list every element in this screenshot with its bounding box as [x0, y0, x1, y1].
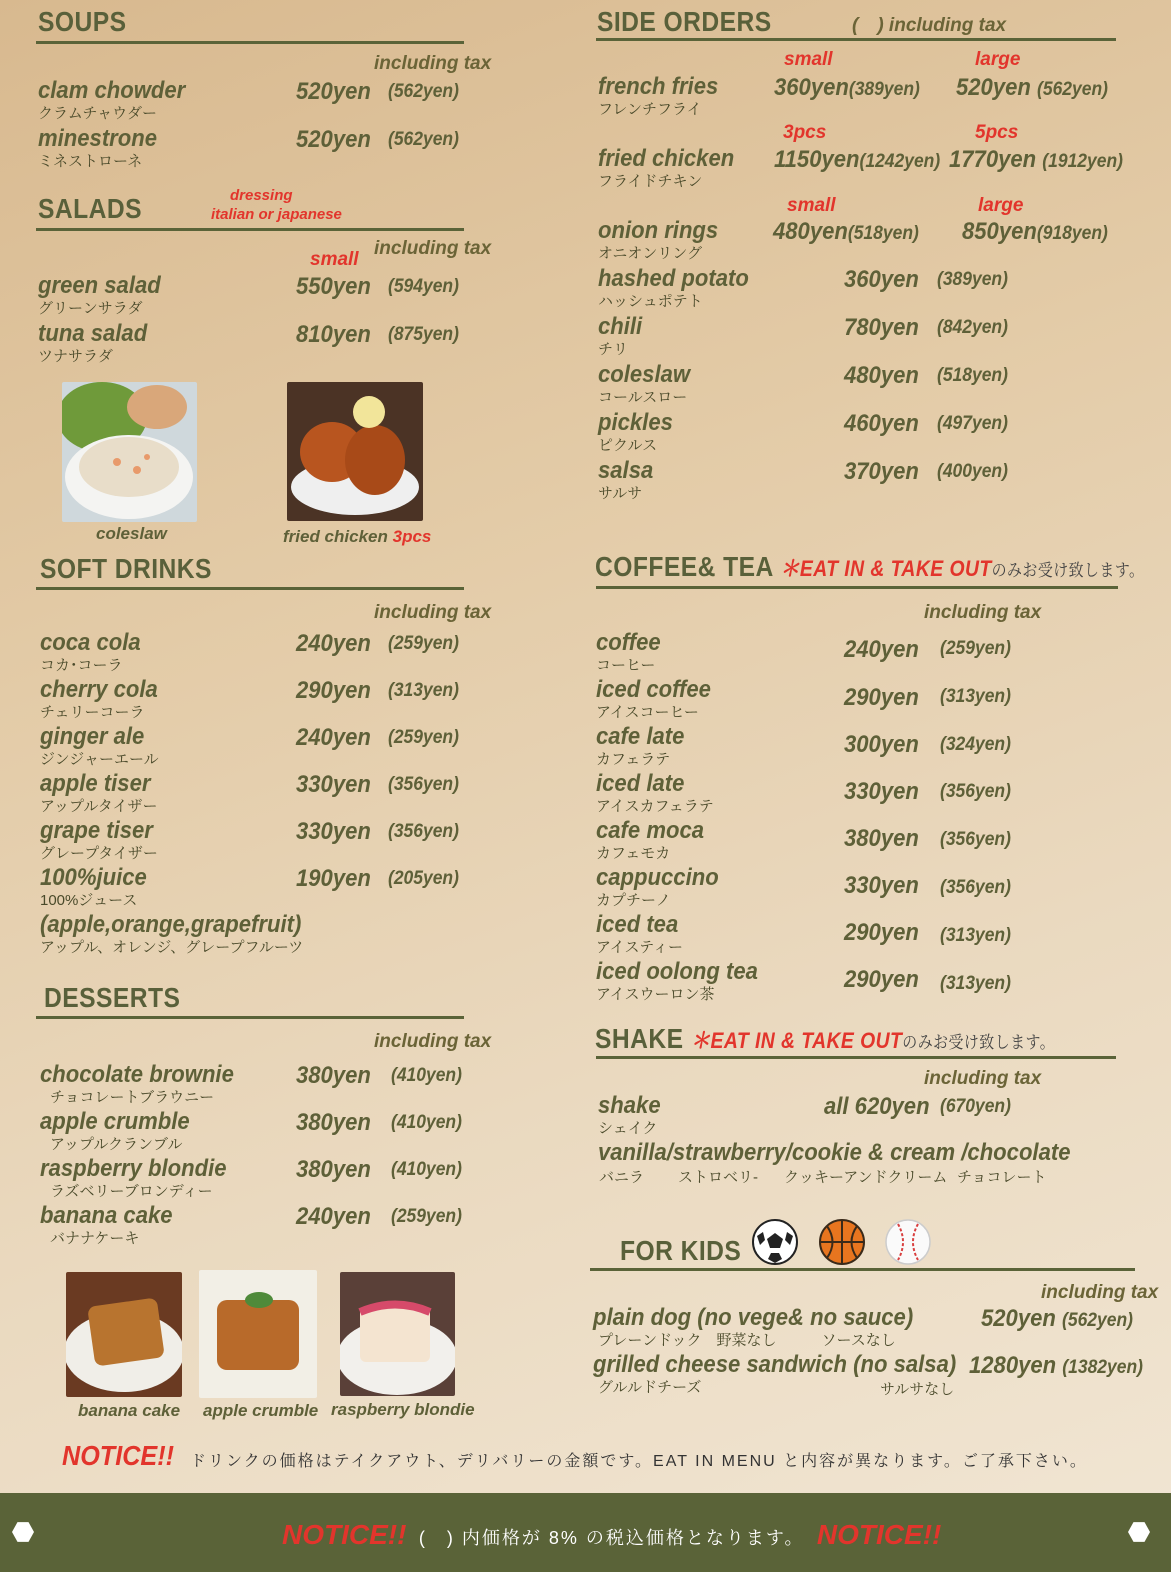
item-tax-price: (410yen)	[391, 1159, 462, 1180]
item-tax-price: (313yen)	[388, 680, 459, 701]
coffee-tea-rule	[596, 586, 1118, 589]
item-tax-price: (562yen)	[388, 81, 459, 102]
item-price: all 620yen	[824, 1093, 930, 1120]
coleslaw-photo	[62, 382, 197, 522]
menu-item: cherry cola チェリーコーラ	[40, 676, 158, 721]
kids-tax-header: including tax	[1041, 1282, 1159, 1303]
item-price: 290yen	[844, 966, 919, 993]
menu-item: coffee コーヒー	[596, 629, 661, 674]
notice-text: ドリンクの価格はテイクアウト、デリバリーの金額です。EAT IN MENU と内容が異なります。ご了承下さい。	[190, 1453, 1088, 1470]
item-price: 1280yen (1382yen)	[969, 1352, 1143, 1379]
item-tax-price: (389yen)	[937, 269, 1008, 290]
dressing-options: italian or japanese	[211, 206, 342, 223]
photo-caption: raspberry blondie	[331, 1400, 475, 1419]
side-orders-rule	[596, 38, 1116, 41]
item-price: 290yen	[844, 919, 919, 946]
menu-item: minestrone ミネストローネ	[38, 125, 158, 170]
salads-rule	[36, 228, 464, 231]
side-orders-paren-note: ( ) including tax	[852, 15, 1007, 36]
size-label: 3pcs	[783, 122, 827, 143]
menu-item: 100%juice 100%ジュース	[40, 864, 147, 909]
salads-tax-header: including tax	[374, 238, 492, 259]
item-price: 380yen	[296, 1062, 371, 1089]
soft-drinks-title: SOFT DRINKS	[40, 553, 212, 584]
shake-flavor-jp: クッキーアンドクリーム	[784, 1169, 948, 1186]
shake-rule	[596, 1056, 1116, 1059]
item-tax-price: (875yen)	[388, 324, 459, 345]
footer-notice-left: NOTICE!!	[282, 1519, 407, 1550]
baseball-icon	[884, 1218, 932, 1271]
item-tax-price: (356yen)	[388, 821, 459, 842]
item-price: 1770yen (1912yen)	[949, 146, 1123, 173]
item-tax-price: (259yen)	[388, 633, 459, 654]
notice-label: NOTICE!!	[62, 1440, 174, 1471]
item-tax-price: (313yen)	[940, 925, 1011, 946]
hexagon-icon	[1128, 1521, 1150, 1543]
item-price: 550yen	[296, 273, 371, 300]
menu-item: iced coffee アイスコーヒー	[596, 676, 711, 721]
menu-item: chocolate brownie チョコレートブラウニー	[40, 1061, 234, 1106]
juice-flavors: (apple,orange,grapefruit) アップル、オレンジ、グレープフルーツ	[40, 911, 304, 956]
footer-bar	[0, 1493, 1171, 1572]
item-price: 290yen	[296, 677, 371, 704]
kids-title: FOR KIDS	[620, 1235, 742, 1266]
item-price: 380yen	[296, 1156, 371, 1183]
item-tax-price: (562yen)	[388, 129, 459, 150]
menu-item: banana cake バナナケーキ	[40, 1202, 173, 1247]
desserts-rule	[36, 1016, 464, 1019]
menu-item: cafe moca カフェモカ	[596, 817, 705, 862]
item-price: 380yen	[296, 1109, 371, 1136]
soups-title: SOUPS	[38, 6, 127, 37]
item-price: 330yen	[844, 778, 919, 805]
item-price: 240yen	[296, 1203, 371, 1230]
shake-flavor-jp: バニラ	[599, 1169, 645, 1186]
footer-notice	[282, 1519, 941, 1551]
size-label: small	[784, 49, 833, 70]
menu-item: apple tiser アップルタイザー	[40, 770, 158, 815]
coffee-tea-title: COFFEE& TEA ＊EAT IN & TAKE OUTのみお受け致します。	[595, 551, 1145, 582]
item-tax-price: (518yen)	[937, 365, 1008, 386]
shake-flavors: vanilla/strawberry/cookie & cream /chocolate	[598, 1139, 1071, 1166]
menu-item: chili チリ	[598, 313, 643, 358]
item-price: 520yen	[296, 78, 371, 105]
size-label: small	[787, 195, 836, 216]
item-price: 240yen	[844, 636, 919, 663]
photo-caption: banana cake	[78, 1401, 181, 1420]
item-price: 240yen	[296, 724, 371, 751]
banana-cake-photo	[66, 1272, 182, 1397]
item-price: 330yen	[296, 771, 371, 798]
item-tax-price: (410yen)	[391, 1112, 462, 1133]
menu-item: clam chowder クラムチャウダー	[38, 77, 186, 122]
hexagon-icon	[12, 1521, 34, 1543]
item-price: 190yen	[296, 865, 371, 892]
soups-tax-header: including tax	[374, 53, 492, 74]
side-orders-title: SIDE ORDERS	[597, 6, 772, 37]
menu-item: grape tiser グレープタイザー	[40, 817, 158, 862]
menu-item: grilled cheese sandwich (no salsa) グルルドチーズ	[593, 1351, 957, 1396]
item-tax-price: (356yen)	[940, 781, 1011, 802]
menu-item: fried chicken フライドチキン	[598, 145, 735, 190]
soft-drinks-rule	[36, 587, 464, 590]
menu-item: hashed potato ハッシュポテト	[598, 265, 749, 310]
menu-item: cappuccino カプチーノ	[596, 864, 719, 909]
shake-flavor-jp: チョコレート	[957, 1169, 1047, 1186]
item-tax-price: (842yen)	[937, 317, 1008, 338]
item-price: 460yen	[844, 410, 919, 437]
menu-item: coca cola コカ･コーラ	[40, 629, 141, 674]
item-tax-price: (356yen)	[388, 774, 459, 795]
photo-caption: coleslaw	[96, 524, 167, 543]
shake-tax-header: including tax	[924, 1068, 1042, 1089]
item-price: 520yen	[296, 126, 371, 153]
shake-title: SHAKE ＊EAT IN & TAKE OUTのみお受け致します。	[595, 1023, 1056, 1054]
item-tax-price: (497yen)	[937, 413, 1008, 434]
item-tax-price: (259yen)	[388, 727, 459, 748]
item-tax-price: (259yen)	[391, 1206, 462, 1227]
menu-item: shake シェイク	[598, 1092, 661, 1137]
item-price: 330yen	[844, 872, 919, 899]
item-price: 810yen	[296, 321, 371, 348]
item-price: 370yen	[844, 458, 919, 485]
item-price: 480yen	[844, 362, 919, 389]
shake-flavor-jp: ストロベリ-	[678, 1169, 758, 1186]
item-price: 300yen	[844, 731, 919, 758]
item-price: 480yen(518yen)	[773, 218, 919, 245]
item-price: 850yen(918yen)	[962, 218, 1108, 245]
menu-item: iced oolong tea アイスウーロン茶	[596, 958, 758, 1003]
item-price: 380yen	[844, 825, 919, 852]
menu-item-note: サルサなし	[880, 1381, 955, 1398]
size-label: large	[978, 195, 1024, 216]
footer-notice-right: NOTICE!!	[816, 1519, 942, 1550]
fried-chicken-photo	[287, 382, 423, 521]
salads-title: SALADS	[38, 193, 142, 224]
item-price: 1150yen(1242yen)	[774, 146, 941, 173]
item-tax-price: (670yen)	[940, 1096, 1011, 1117]
item-tax-price: (259yen)	[940, 638, 1011, 659]
item-tax-price: (313yen)	[940, 686, 1011, 707]
menu-item: iced tea アイスティー	[596, 911, 684, 956]
menu-item: pickles ピクルス	[598, 409, 673, 454]
dressing-label: dressing	[230, 187, 293, 204]
photo-caption: fried chicken 3pcs	[283, 527, 432, 546]
menu-item: apple crumble アップルクランブル	[40, 1108, 190, 1153]
item-tax-price: (594yen)	[388, 276, 459, 297]
item-price: 520yen (562yen)	[981, 1305, 1133, 1332]
basketball-icon	[818, 1218, 866, 1271]
item-tax-price: (313yen)	[940, 973, 1011, 994]
footer-text: ( ) 内価格が 8% の税込価格となります。	[418, 1528, 805, 1548]
item-price: 360yen(389yen)	[774, 74, 920, 101]
menu-item: french fries フレンチフライ	[598, 73, 719, 118]
size-label: large	[975, 49, 1021, 70]
desserts-tax-header: including tax	[374, 1031, 492, 1052]
size-label: 5pcs	[975, 122, 1019, 143]
kids-rule	[590, 1268, 1135, 1271]
menu-item: iced late アイスカフェラテ	[596, 770, 714, 815]
item-tax-price: (356yen)	[940, 877, 1011, 898]
menu-item: coleslaw コールスロー	[598, 361, 691, 406]
menu-item: tuna salad ツナサラダ	[38, 320, 148, 365]
item-tax-price: (410yen)	[391, 1065, 462, 1086]
menu-item: onion rings オニオンリング	[598, 217, 719, 262]
item-tax-price: (324yen)	[940, 734, 1011, 755]
soft-drinks-tax-header: including tax	[374, 602, 492, 623]
apple-crumble-photo	[199, 1270, 317, 1398]
item-price: 330yen	[296, 818, 371, 845]
raspberry-blondie-photo	[340, 1272, 455, 1396]
menu-item: cafe late カフェラテ	[596, 723, 685, 768]
menu-item: plain dog (no vege& no sauce) プレーンドック 野菜なし ソースなし	[593, 1304, 914, 1349]
item-tax-price: (205yen)	[388, 868, 459, 889]
item-price: 240yen	[296, 630, 371, 657]
size-label: small	[310, 249, 359, 270]
item-price: 360yen	[844, 266, 919, 293]
menu-item: salsa サルサ	[598, 457, 654, 502]
soups-rule	[36, 41, 464, 44]
item-tax-price: (356yen)	[940, 829, 1011, 850]
item-price: 780yen	[844, 314, 919, 341]
menu-item: raspberry blondie ラズベリーブロンディー	[40, 1155, 227, 1200]
item-price: 290yen	[844, 684, 919, 711]
soccer-ball-icon	[751, 1218, 799, 1271]
desserts-title: DESSERTS	[44, 982, 181, 1013]
coffee-tea-tax-header: including tax	[924, 602, 1042, 623]
item-price: 520yen (562yen)	[956, 74, 1108, 101]
menu-item: ginger ale ジンジャーエール	[40, 723, 159, 768]
item-tax-price: (400yen)	[937, 461, 1008, 482]
menu-item: green salad グリーンサラダ	[38, 272, 161, 317]
photo-caption: apple crumble	[203, 1401, 319, 1420]
